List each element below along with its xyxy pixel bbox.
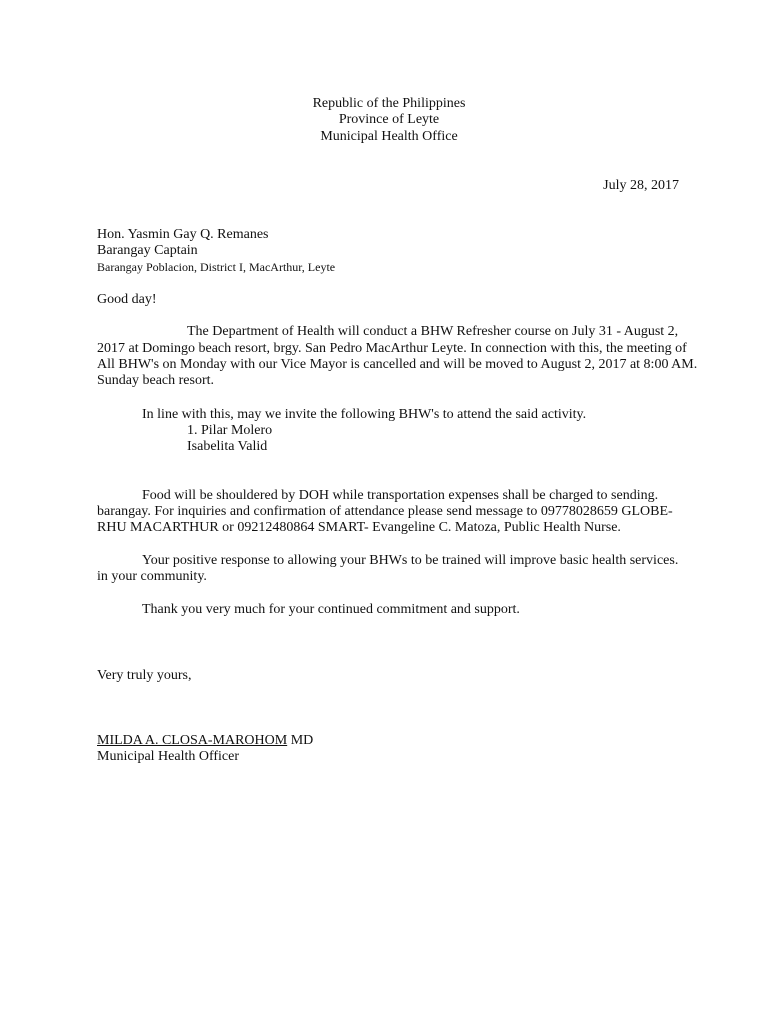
paragraph-1-line-4: Sunday beach resort. [97, 373, 215, 388]
invitee-item: Isabelita Valid [187, 439, 268, 454]
signatory-title: Municipal Health Officer [97, 749, 240, 764]
paragraph-3-line-1: Your positive response to allowing your BHWs to be trained will improve basic health services. [142, 553, 679, 568]
recipient-title: Barangay Captain [97, 243, 198, 258]
header-line-province: Province of Leyte [338, 112, 440, 127]
thanks-line: Thank you very much for your continued commitment and support. [142, 602, 520, 617]
header-line-office: Municipal Health Office [320, 129, 458, 144]
header-line-republic: Republic of the Philippines [312, 96, 466, 111]
recipient-name: Hon. Yasmin Gay Q. Remanes [97, 227, 269, 242]
paragraph-1-line-1: The Department of Health will conduct a BHW Refresher course on July 31 - August 2, [187, 324, 679, 339]
invite-line: In line with this, may we invite the following BHW's to attend the said activity. [142, 407, 587, 422]
signatory-name: MILDA A. CLOSA-MAROHOM [97, 733, 288, 748]
signatory-line [97, 733, 313, 749]
paragraph-2-line-3: RHU MACARTHUR or 09212480864 SMART- Evangeline C. Matoza, Public Health Nurse. [97, 520, 621, 535]
paragraph-3-line-2: in your community. [97, 569, 207, 584]
recipient-address: Barangay Poblacion, District I, MacArthur, Leyte [97, 260, 336, 274]
salutation: Good day! [97, 292, 157, 307]
signatory-suffix: MD [287, 733, 314, 748]
paragraph-1-line-2: 2017 at Domingo beach resort, brgy. San Pedro MacArthur Leyte. In connection with this, the meeting of [97, 341, 687, 356]
closing: Very truly yours, [97, 668, 192, 683]
paragraph-2-line-2: barangay. For inquiries and confirmation of attendance please send message to 09778028659 GLOBE- [97, 504, 673, 519]
paragraph-1-line-3: All BHW's on Monday with our Vice Mayor is cancelled and will be moved to August 2, 2017 at 8:00 AM. [97, 357, 698, 372]
invitee-item: 1. Pilar Molero [187, 423, 273, 438]
paragraph-2-line-1: Food will be shouldered by DOH while transportation expenses shall be charged to sending. [142, 488, 659, 503]
letter-date: July 28, 2017 [603, 178, 679, 193]
